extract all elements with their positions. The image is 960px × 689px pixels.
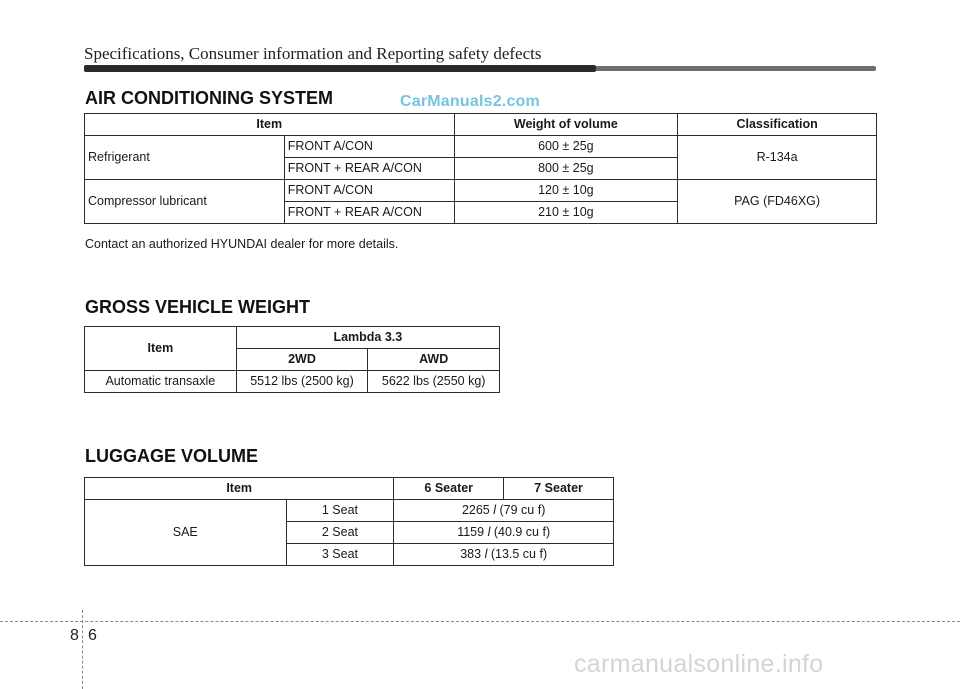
watermark-top: CarManuals2.com xyxy=(400,93,540,110)
refrigerant-config-2: FRONT + REAR A/CON xyxy=(284,158,454,180)
gvw-2wd-value: 5512 lbs (2500 kg) xyxy=(236,371,368,393)
refrigerant-weight-1: 600 ± 25g xyxy=(454,136,678,158)
ac-section-title: AIR CONDITIONING SYSTEM xyxy=(85,88,334,108)
luggage-value-3 xyxy=(394,544,614,566)
luggage-value-3-cuft: (13.5 cu f) xyxy=(490,547,548,561)
refrigerant-classification: R-134a xyxy=(678,136,877,180)
gvw-awd-value: 5622 lbs (2550 kg) xyxy=(368,371,500,393)
lubricant-classification: PAG (FD46XG) xyxy=(678,180,877,224)
luggage-section-title: LUGGAGE VOLUME xyxy=(85,446,259,466)
ac-table xyxy=(84,113,877,224)
header-rule-dark xyxy=(84,65,596,72)
gvw-header-awd: AWD xyxy=(368,349,500,371)
liter-symbol: l xyxy=(484,547,488,561)
luggage-value-1-num: 2265 xyxy=(461,503,490,517)
footer-vertical-divider xyxy=(82,610,83,689)
luggage-sae-label: SAE xyxy=(85,500,287,566)
gvw-header-item: Item xyxy=(85,327,237,371)
footer-divider xyxy=(0,621,960,622)
table-row xyxy=(85,478,614,500)
luggage-seat-3: 3 Seat xyxy=(286,544,394,566)
luggage-value-2-num: 1159 xyxy=(457,525,485,539)
gvw-header-2wd: 2WD xyxy=(236,349,368,371)
watermark-bottom: carmanualsonline.info xyxy=(574,650,824,678)
table-row xyxy=(85,180,877,202)
refrigerant-config-1: FRONT A/CON xyxy=(284,136,454,158)
table-row xyxy=(85,500,614,522)
lubricant-weight-1: 120 ± 10g xyxy=(454,180,678,202)
luggage-value-1-cuft: (79 cu f) xyxy=(499,503,546,517)
luggage-value-2 xyxy=(394,522,614,544)
lubricant-weight-2: 210 ± 10g xyxy=(454,202,678,224)
page-number: 6 xyxy=(88,627,97,644)
gvw-table xyxy=(84,326,500,393)
gvw-row-label: Automatic transaxle xyxy=(85,371,237,393)
gvw-section-title: GROSS VEHICLE WEIGHT xyxy=(85,297,311,317)
luggage-seat-2: 2 Seat xyxy=(286,522,394,544)
gvw-header-engine: Lambda 3.3 xyxy=(236,327,499,349)
luggage-header-7seater: 7 Seater xyxy=(504,478,614,500)
ac-note: Contact an authorized HYUNDAI dealer for more details. xyxy=(85,237,399,251)
luggage-table xyxy=(84,477,614,566)
liter-symbol: l xyxy=(487,525,491,539)
ac-header-item: Item xyxy=(85,114,455,136)
luggage-value-2-cuft: (40.9 cu f) xyxy=(493,525,551,539)
liter-symbol: l xyxy=(493,503,497,517)
luggage-header-item: Item xyxy=(85,478,394,500)
refrigerant-weight-2: 800 ± 25g xyxy=(454,158,678,180)
luggage-value-1 xyxy=(394,500,614,522)
lubricant-label: Compressor lubricant xyxy=(85,180,285,224)
table-row xyxy=(85,371,500,393)
page-header-title: Specifications, Consumer information and Reporting safety defects xyxy=(84,44,542,63)
page-section-number: 8 xyxy=(70,627,79,644)
luggage-value-3-num: 383 xyxy=(460,547,482,561)
header-rule xyxy=(84,66,876,71)
table-row xyxy=(85,114,877,136)
refrigerant-label: Refrigerant xyxy=(85,136,285,180)
ac-header-weight: Weight of volume xyxy=(454,114,678,136)
luggage-seat-1: 1 Seat xyxy=(286,500,394,522)
table-row xyxy=(85,136,877,158)
lubricant-config-2: FRONT + REAR A/CON xyxy=(284,202,454,224)
ac-header-classification: Classification xyxy=(678,114,877,136)
luggage-header-6seater: 6 Seater xyxy=(394,478,504,500)
table-row xyxy=(85,327,500,349)
lubricant-config-1: FRONT A/CON xyxy=(284,180,454,202)
